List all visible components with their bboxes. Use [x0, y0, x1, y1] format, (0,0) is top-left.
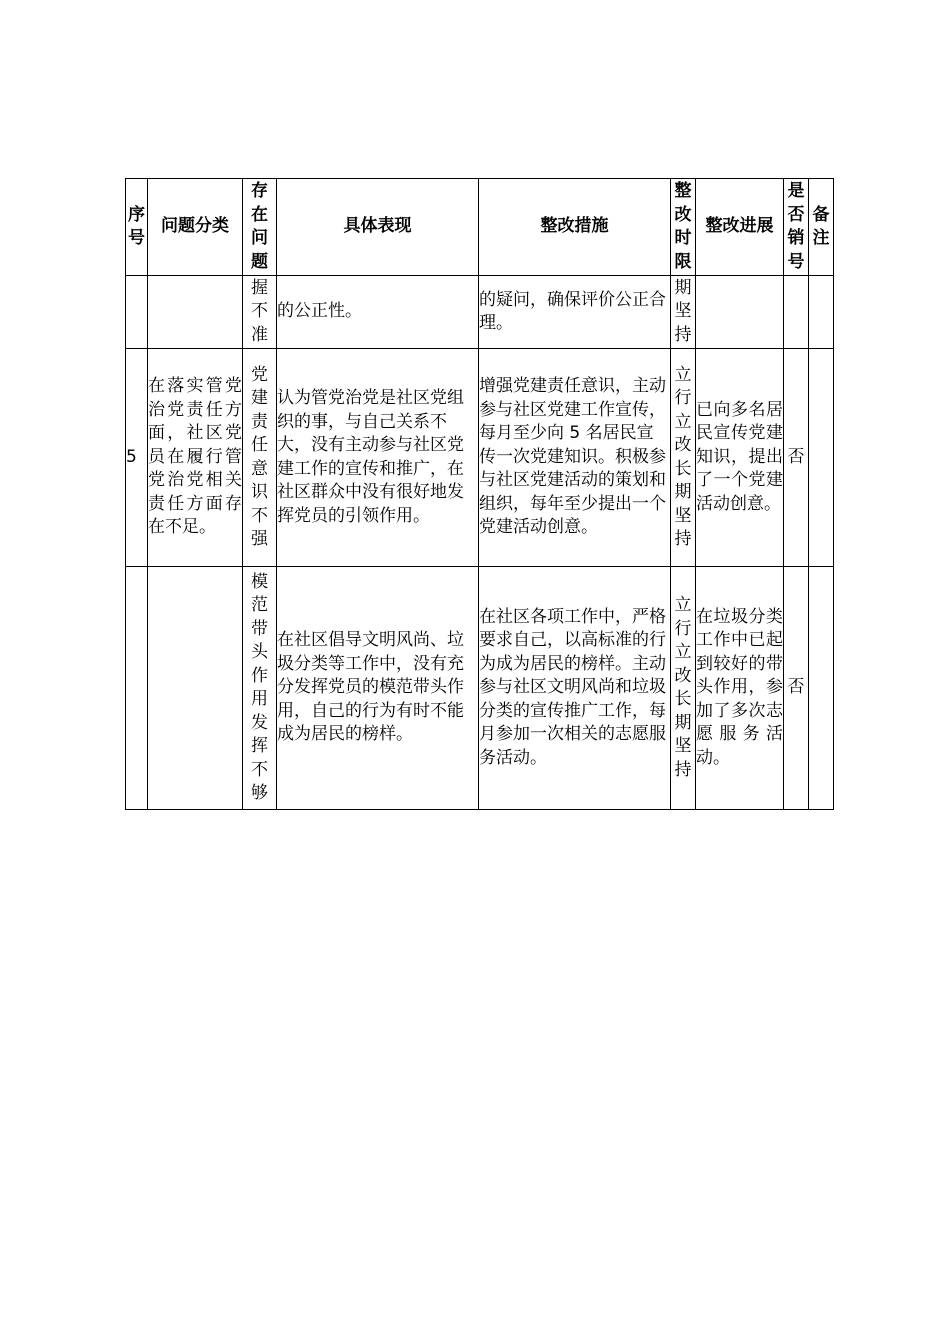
cell-measures: 增强党建责任意识，主动参与社区党建工作宣传，每月至少向 5 名居民宣传一次党建知识。积极参与社区党建活动的策划和组织，每年至少提出一个党建活动创意。 [479, 349, 671, 567]
cell-index [126, 567, 148, 810]
cell-remarks [809, 567, 834, 810]
header-remarks: 备注 [809, 179, 834, 276]
cell-deadline: 期坚持 [671, 276, 696, 349]
cell-problem: 握不准 [243, 276, 277, 349]
table-row [126, 567, 834, 810]
rectification-table [125, 178, 834, 810]
cell-deadline: 立行立改长期坚持 [671, 349, 696, 567]
table-row [126, 349, 834, 567]
cell-closed: 否 [784, 567, 809, 810]
header-measures: 整改措施 [479, 179, 671, 276]
cell-closed [784, 276, 809, 349]
cell-problem: 模范带头作用发挥不够 [243, 567, 277, 810]
cell-manifestation: 认为管党治党是社区党组织的事，与自己关系不大，没有主动参与社区党建工作的宣传和推广，在社区群众中没有很好地发挥党员的引领作用。 [277, 349, 479, 567]
cell-manifestation: 在社区倡导文明风尚、垃圾分类等工作中，没有充分发挥党员的模范带头作用，自己的行为有时不能成为居民的榜样。 [277, 567, 479, 810]
cell-progress [696, 276, 784, 349]
table-row [126, 276, 834, 349]
cell-category: 在落实管党治党责任方面，社区党员在履行管党治党相关责任方面存在不足。 [148, 349, 243, 567]
header-row [126, 179, 834, 276]
cell-progress: 在垃圾分类工作中已起到较好的带头作用，参加了多次志愿服务活动。 [696, 567, 784, 810]
cell-manifestation: 的公正性。 [277, 276, 479, 349]
header-progress: 整改进展 [696, 179, 784, 276]
cell-measures: 的疑问，确保评价公正合理。 [479, 276, 671, 349]
cell-progress: 已向多名居民宣传党建知识，提出了一个党建活动创意。 [696, 349, 784, 567]
cell-index [126, 276, 148, 349]
header-index: 序号 [126, 179, 148, 276]
cell-category [148, 567, 243, 810]
header-manifestation: 具体表现 [277, 179, 479, 276]
cell-remarks [809, 349, 834, 567]
header-deadline: 整改时限 [671, 179, 696, 276]
cell-measures: 在社区各项工作中，严格要求自己，以高标准的行为成为居民的榜样。主动参与社区文明风尚和垃圾分类的宣传推广工作，每月参加一次相关的志愿服务活动。 [479, 567, 671, 810]
header-problem: 存在问题 [243, 179, 277, 276]
header-closed: 是否销号 [784, 179, 809, 276]
header-category: 问题分类 [148, 179, 243, 276]
cell-category [148, 276, 243, 349]
cell-closed: 否 [784, 349, 809, 567]
cell-deadline: 立行立改长期坚持 [671, 567, 696, 810]
cell-remarks [809, 276, 834, 349]
cell-problem: 党建责任意识不强 [243, 349, 277, 567]
cell-index: 5 [126, 349, 148, 567]
